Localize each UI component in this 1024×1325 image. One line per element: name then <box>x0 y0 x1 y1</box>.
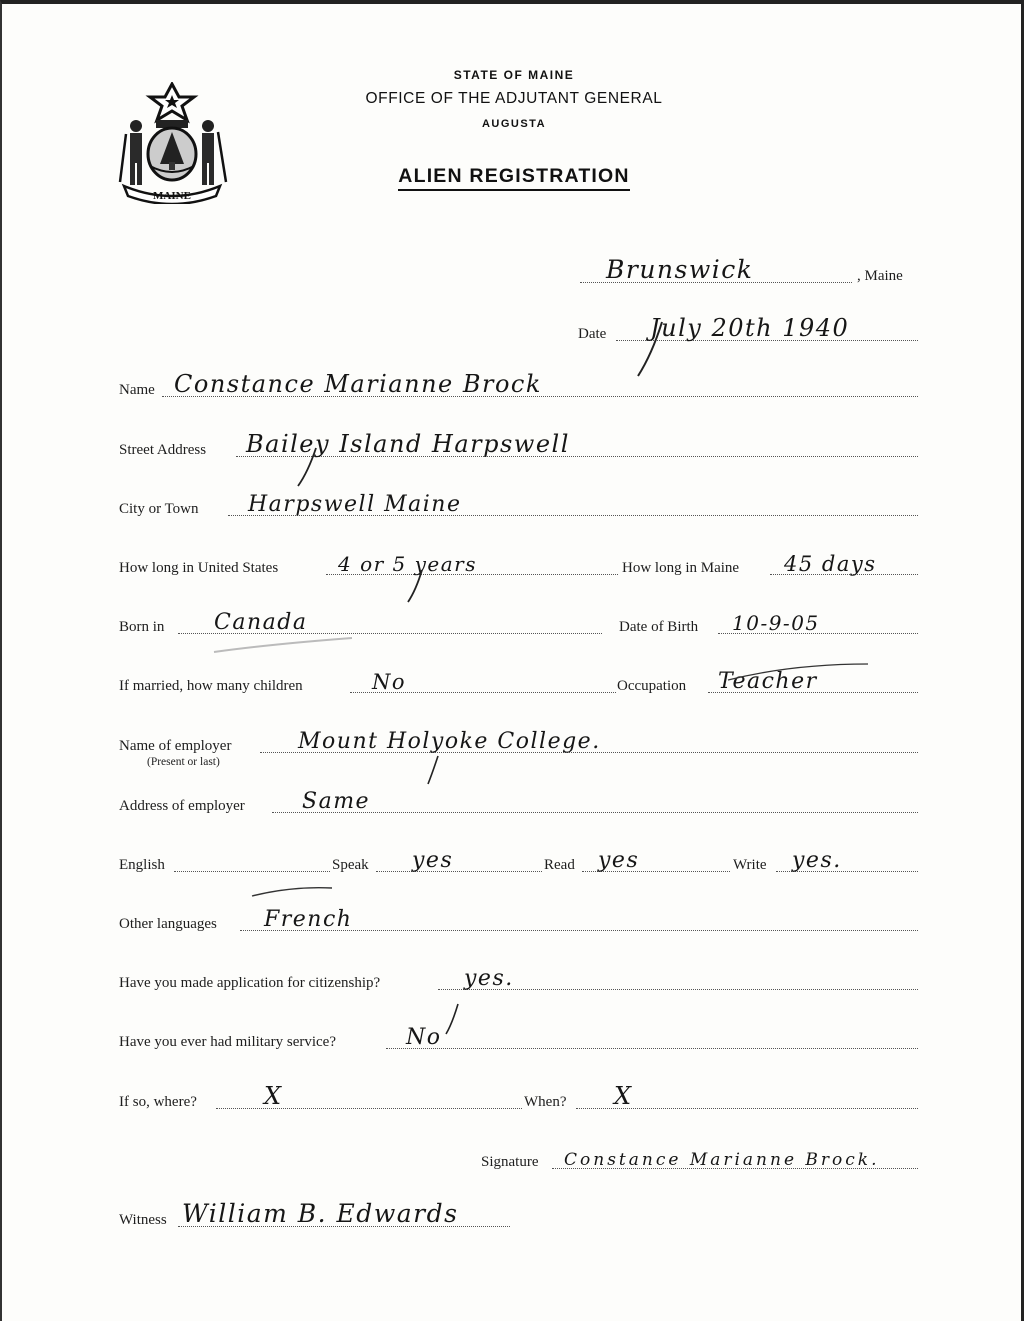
citizenship-value[interactable]: yes. <box>464 966 514 991</box>
citizenship-label: Have you made application for citizenship? <box>119 975 381 991</box>
street-address-value[interactable]: Bailey Island Harpswell <box>246 430 570 458</box>
form-title: ALIEN REGISTRATION <box>2 165 1024 191</box>
other-languages-label: Other languages <box>119 916 217 932</box>
how-long-us-value[interactable]: 4 or 5 years <box>338 552 478 576</box>
witness-value[interactable]: William B. Edwards <box>182 1199 459 1228</box>
pen-stroke-marks <box>2 4 1024 1325</box>
speak-value[interactable]: yes <box>412 848 454 873</box>
read-value[interactable]: yes <box>598 848 640 873</box>
employer-label: Name of employer <box>119 738 232 754</box>
speak-label: Speak <box>332 857 369 873</box>
city-value[interactable]: Harpswell Maine <box>248 492 462 517</box>
witness-label: Witness <box>119 1212 167 1228</box>
write-label: Write <box>733 857 767 873</box>
city-label: City or Town <box>119 501 199 517</box>
children-value[interactable]: No <box>372 670 407 694</box>
state-heading: STATE OF MAINE <box>453 68 575 82</box>
occupation-value[interactable]: Teacher <box>718 669 818 694</box>
name-label: Name <box>119 382 155 398</box>
city-heading: AUGUSTA <box>481 118 547 130</box>
employer-address-value[interactable]: Same <box>302 789 371 814</box>
signature-label: Signature <box>481 1154 539 1170</box>
how-long-maine-value[interactable]: 45 days <box>784 552 877 576</box>
how-long-us-label: How long in United States <box>119 560 279 576</box>
born-in-label: Born in <box>119 619 165 635</box>
seal-banner-text: MAINE <box>153 190 191 202</box>
born-in-value[interactable]: Canada <box>214 610 308 635</box>
occupation-label: Occupation <box>617 678 687 694</box>
employer-value[interactable]: Mount Holyoke College. <box>298 729 601 754</box>
other-languages-value[interactable]: French <box>264 907 353 932</box>
english-label: English <box>119 857 165 873</box>
date-label: Date <box>578 326 607 342</box>
maine-suffix: , Maine <box>857 268 903 284</box>
where-value[interactable]: X <box>264 1082 283 1110</box>
when-label: When? <box>524 1094 567 1110</box>
children-label: If married, how many children <box>119 678 303 694</box>
office-heading: OFFICE OF THE ADJUTANT GENERAL <box>365 90 663 107</box>
signature-value[interactable]: Constance Marianne Brock. <box>564 1150 880 1170</box>
write-value[interactable]: yes. <box>792 848 842 873</box>
employer-address-label: Address of employer <box>119 798 245 814</box>
military-value[interactable]: No <box>406 1025 442 1050</box>
town-value[interactable]: Brunswick <box>606 255 754 284</box>
when-value[interactable]: X <box>614 1082 633 1110</box>
where-label: If so, where? <box>119 1094 197 1110</box>
dob-value[interactable]: 10-9-05 <box>732 611 820 635</box>
name-value[interactable]: Constance Marianne Brock <box>174 370 542 398</box>
street-address-label: Street Address <box>119 442 207 458</box>
dob-label: Date of Birth <box>619 619 699 635</box>
date-value[interactable]: July 20th 1940 <box>650 314 850 342</box>
read-label: Read <box>544 857 575 873</box>
military-label: Have you ever had military service? <box>119 1034 336 1050</box>
how-long-maine-label: How long in Maine <box>622 560 740 576</box>
employer-sublabel: (Present or last) <box>147 756 220 768</box>
